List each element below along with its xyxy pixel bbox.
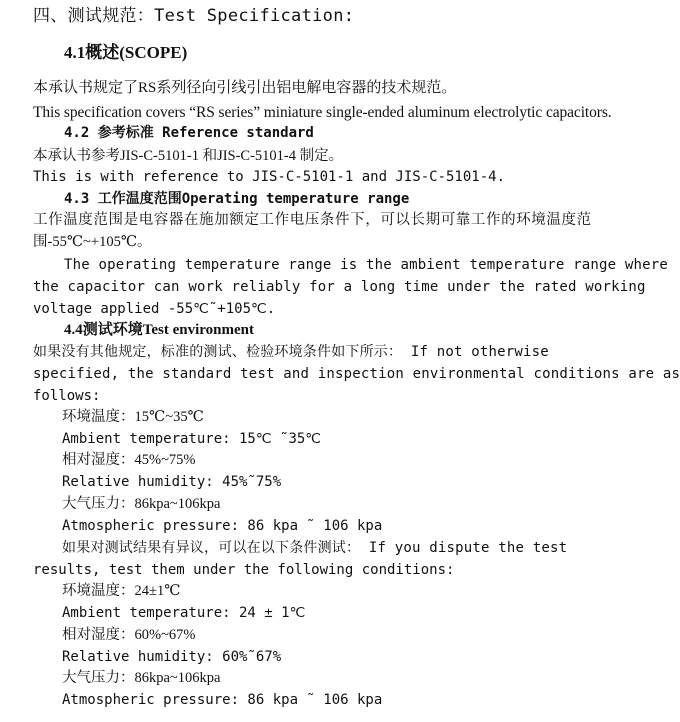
- standard-humidity-en: Relative humidity: 45%˜75%: [62, 474, 282, 490]
- section-heading: 四、测试规范：Test Specification:: [33, 6, 355, 26]
- dispute-temp-en: Ambient temperature: 24 ± 1℃: [62, 605, 306, 621]
- standard-temp-zh: 环境温度：15℃~35℃: [62, 409, 204, 425]
- operating-text-en-2: the capacitor can work reliably for a long time under the rated working: [33, 279, 646, 295]
- dispute-temp-zh: 环境温度：24±1℃: [62, 583, 181, 599]
- standard-humidity-zh: 相对湿度：45%~75%: [62, 452, 196, 468]
- reference-text-en: This is with reference to JIS-C-5101-1 and JIS-C-5101-4.: [33, 169, 506, 185]
- scope-heading: 4.1概述(SCOPE): [64, 43, 188, 62]
- environment-intro-1: 如果没有其他规定，标准的测试、检验环境条件如下所示： If not otherwise: [33, 344, 549, 360]
- standard-pressure-en: Atmospheric pressure: 86 kpa ˜ 106 kpa: [62, 518, 383, 534]
- standard-temp-en: Ambient temperature: 15℃ ˜35℃: [62, 431, 322, 447]
- environment-intro-3: follows:: [33, 388, 101, 404]
- dispute-humidity-zh: 相对湿度：60%~67%: [62, 627, 196, 643]
- environment-heading: 4.4测试环境Test environment: [64, 322, 255, 338]
- scope-text-zh: 本承认书规定了RS系列径向引线引出铝电解电容器的技术规范。: [33, 80, 457, 96]
- reference-heading: 4.2 参考标准 Reference standard: [64, 125, 314, 141]
- dispute-intro-2: results, test them under the following conditions:: [33, 562, 455, 578]
- operating-text-en-1: The operating temperature range is the ambient temperature range where: [64, 257, 669, 273]
- standard-pressure-zh: 大气压力：86kpa~106kpa: [62, 496, 221, 512]
- environment-intro-2: specified, the standard test and inspection environmental conditions are as: [33, 366, 680, 382]
- operating-heading: 4.3 工作温度范围Operating temperature range: [64, 191, 410, 207]
- dispute-humidity-en: Relative humidity: 60%˜67%: [62, 649, 282, 665]
- dispute-intro-1: 如果对测试结果有异议，可以在以下条件测试： If you dispute the test: [62, 540, 568, 556]
- operating-text-zh-2: 围-55℃~+105℃。: [33, 234, 152, 250]
- operating-text-en-3: voltage applied -55℃˜+105℃.: [33, 301, 276, 317]
- dispute-pressure-en: Atmospheric pressure: 86 kpa ˜ 106 kpa: [62, 692, 383, 708]
- dispute-pressure-zh: 大气压力：86kpa~106kpa: [62, 670, 221, 686]
- operating-text-zh-1: 工作温度范围是电容器在施加额定工作电压条件下，可以长期可靠工作的环境温度范: [33, 212, 592, 228]
- scope-text-en: This specification covers “RS series” miniature single-ended aluminum electrolytic capacitors.: [33, 104, 612, 121]
- reference-text-zh: 本承认书参考JIS-C-5101-1 和JIS-C-5101-4 制定。: [33, 148, 344, 164]
